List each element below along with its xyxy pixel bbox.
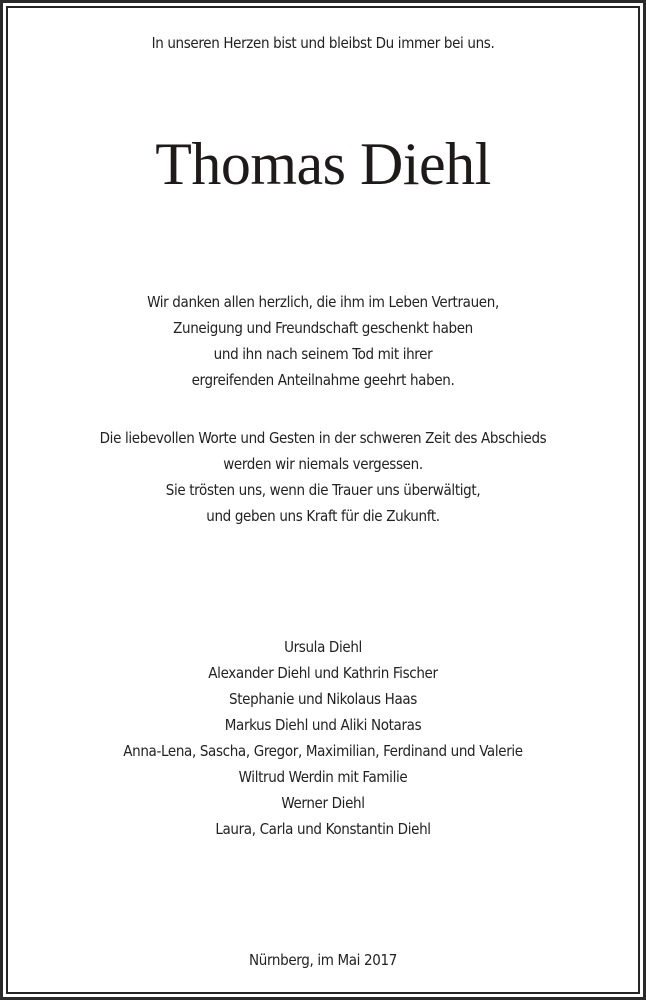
thanks-line: Die liebevollen Worte und Gesten in der schweren Zeit des Abschieds (99, 429, 547, 447)
mourner-entry: Werner Diehl (281, 794, 365, 812)
mourner-entry: Alexander Diehl und Kathrin Fischer (208, 664, 438, 682)
mourner-entry: Markus Diehl und Aliki Notaras (224, 716, 422, 734)
thanks-line: und ihn nach seinem Tod mit ihrer (213, 345, 433, 363)
thanks-line: und geben uns Kraft für die Zukunft. (206, 507, 440, 525)
mourner-entry: Stephanie und Nikolaus Haas (229, 690, 417, 708)
mourner-entry: Anna-Lena, Sascha, Gregor, Maximilian, Ferdinand und Valerie (123, 742, 523, 760)
thanks-line: Wir danken allen herzlich, die ihm im Leben Vertrauen, (147, 293, 499, 311)
deceased-name: Thomas Diehl (155, 131, 491, 197)
thanks-line: werden wir niemals vergessen. (223, 455, 423, 473)
mourner-entry: Ursula Diehl (284, 638, 362, 656)
thanks-line: Sie trösten uns, wenn die Trauer uns überwältigt, (165, 481, 481, 499)
thanks-line: Zuneigung und Freundschaft geschenkt haben (173, 319, 473, 337)
obituary-frame (6, 6, 640, 994)
place-date: Nürnberg, im Mai 2017 (249, 951, 397, 969)
thanks-line: ergreifenden Anteilnahme geehrt haben. (191, 371, 455, 389)
mourner-entry: Laura, Carla und Konstantin Diehl (215, 820, 431, 838)
mourner-entry: Wiltrud Werdin mit Familie (238, 768, 408, 786)
motto-text: In unseren Herzen bist und bleibst Du immer bei uns. (151, 34, 495, 52)
